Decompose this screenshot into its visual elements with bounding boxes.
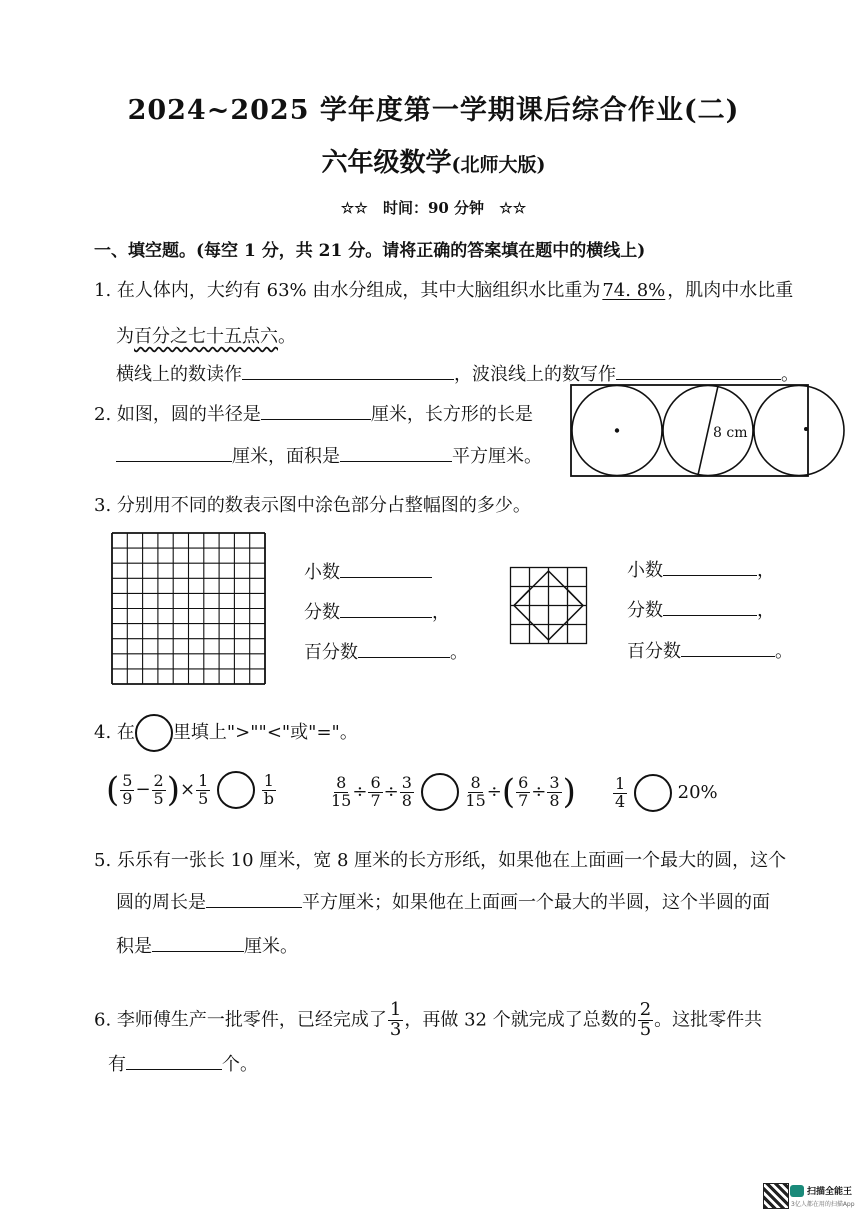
q1-line2 bbox=[116, 322, 296, 348]
fraction-denominator: 9 bbox=[122, 788, 133, 808]
fraction bbox=[196, 770, 210, 808]
q5-line3 bbox=[116, 932, 298, 958]
q1-read-blank[interactable] bbox=[242, 361, 454, 380]
q1-line3 bbox=[116, 360, 799, 386]
fraction-numerator: 8 bbox=[470, 772, 481, 792]
star-icon-right: ☆☆ bbox=[499, 199, 527, 217]
star-icon-left: ☆☆ bbox=[340, 199, 368, 217]
qr-code-icon bbox=[763, 1183, 789, 1209]
period: 。 bbox=[450, 642, 468, 663]
fraction bbox=[368, 772, 382, 810]
fraction bbox=[152, 770, 166, 808]
q1-read-label: 横线上的数读作 bbox=[116, 364, 242, 385]
fraction bbox=[547, 772, 561, 810]
fraction-numerator: 6 bbox=[370, 772, 381, 792]
q1-text-d: 。 bbox=[278, 326, 296, 347]
percent-value: 20% bbox=[677, 782, 718, 803]
q2-line1 bbox=[94, 400, 533, 426]
q2-radius-blank[interactable] bbox=[261, 401, 371, 420]
fraction-numerator: 2 bbox=[639, 999, 652, 1020]
q6-answer-blank[interactable] bbox=[126, 1051, 222, 1070]
page-subtitle bbox=[0, 142, 867, 179]
fraction-denominator: 3 bbox=[389, 1018, 402, 1040]
q5-unit-label: 厘米。 bbox=[244, 936, 298, 957]
q2-area-blank[interactable] bbox=[340, 443, 452, 462]
q4-expr2 bbox=[330, 772, 576, 812]
q4-text bbox=[94, 714, 358, 752]
q6-line1 bbox=[94, 1001, 762, 1040]
q3-left-decimal bbox=[304, 558, 432, 584]
paren-close: ) bbox=[166, 770, 180, 810]
q1-text-c: 为 bbox=[116, 326, 134, 347]
fraction-denominator: 7 bbox=[518, 790, 529, 810]
q5-line2 bbox=[116, 888, 770, 914]
q2-line2 bbox=[116, 442, 542, 468]
q5-area-label: 积是 bbox=[116, 936, 152, 957]
q6-text-a: 6. 李师傅生产一批零件，已经完成了 bbox=[94, 1009, 387, 1031]
q3-left-percent-blank[interactable] bbox=[358, 639, 450, 658]
q1-words: 百分之七十五点六 bbox=[134, 326, 278, 347]
q3-right-percent bbox=[627, 637, 793, 663]
q6-text-c: 。这批零件共 bbox=[654, 1009, 763, 1031]
circle-right bbox=[754, 386, 844, 476]
fraction-label: 分数 bbox=[304, 602, 340, 623]
fraction-numerator: 3 bbox=[549, 772, 560, 792]
page-title: 2024~2025 学年度第一学期课后综合作业(二) bbox=[127, 95, 740, 126]
q4-expr1 bbox=[106, 770, 277, 810]
fraction bbox=[388, 1001, 403, 1040]
fraction-numerator: 1 bbox=[263, 770, 274, 790]
fraction-numerator: 1 bbox=[198, 770, 209, 790]
fraction-numerator: 1 bbox=[389, 999, 402, 1020]
circles-rectangle-diagram bbox=[570, 384, 810, 478]
q5-text-b: 平方厘米；如果他在上面画一个最大的半圆，这个半圆的面 bbox=[302, 892, 770, 913]
q2-radius-label: 2. 如图，圆的半径是 bbox=[94, 404, 261, 425]
fraction bbox=[516, 772, 530, 810]
percent-label: 百分数 bbox=[627, 641, 681, 662]
fraction bbox=[262, 770, 276, 808]
subject-label: 六年级数学 bbox=[321, 148, 452, 178]
q1-write-blank[interactable] bbox=[616, 361, 781, 380]
q1-period: 。 bbox=[781, 364, 799, 385]
q4-expr3 bbox=[612, 774, 718, 812]
rectangle-outline bbox=[571, 385, 808, 476]
q1-number: 74. 8% bbox=[602, 280, 666, 301]
answer-circle-3[interactable] bbox=[634, 774, 672, 812]
fraction-denominator: b bbox=[263, 788, 274, 808]
q5-line1: 5. 乐乐有一张长 10 厘米，宽 8 厘米的长方形纸，如果他在上面画一个最大的圆，这个 bbox=[94, 850, 787, 871]
fraction-numerator: 2 bbox=[153, 770, 164, 790]
comma: ， bbox=[757, 560, 775, 581]
q3-right-decimal bbox=[627, 556, 775, 582]
q2-length-label: 厘米，长方形的长是 bbox=[370, 404, 533, 425]
fraction-label: 分数 bbox=[627, 600, 663, 621]
footer-subtext: 3亿人都在用的扫描App bbox=[791, 1201, 855, 1208]
divide-sign: ÷ bbox=[531, 781, 547, 802]
fraction-denominator: 15 bbox=[465, 790, 486, 810]
fraction-denominator: 4 bbox=[615, 791, 626, 811]
fraction-denominator: 5 bbox=[153, 788, 164, 808]
fraction-denominator: 15 bbox=[331, 790, 352, 810]
fraction bbox=[465, 772, 486, 810]
time-label: 时间：90 分钟 bbox=[382, 199, 485, 217]
answer-circle-1[interactable] bbox=[217, 771, 255, 809]
circle-center-dot bbox=[615, 428, 619, 432]
q3-left-decimal-blank[interactable] bbox=[340, 559, 432, 578]
fraction-denominator: 8 bbox=[549, 790, 560, 810]
time-line bbox=[0, 197, 867, 218]
fraction-numerator: 5 bbox=[122, 770, 133, 790]
q3-left-fraction bbox=[304, 598, 450, 624]
fraction-denominator: 7 bbox=[370, 790, 381, 810]
q3-right-fraction bbox=[627, 596, 775, 622]
q1-line1 bbox=[94, 276, 793, 302]
comma: ， bbox=[432, 602, 450, 623]
q6-text-d: 有 bbox=[108, 1054, 126, 1075]
fraction-numerator: 6 bbox=[518, 772, 529, 792]
q3-right-percent-blank[interactable] bbox=[681, 638, 775, 657]
fraction bbox=[331, 772, 352, 810]
q2-length-blank[interactable] bbox=[116, 443, 232, 462]
q4-text-b: 里填上">""<"或"="。 bbox=[172, 722, 358, 743]
hundred-grid-figure bbox=[112, 533, 266, 685]
fraction bbox=[613, 773, 627, 811]
q5-perimeter-blank[interactable] bbox=[206, 889, 302, 908]
diamond-grid-figure bbox=[510, 567, 588, 644]
answer-circle-2[interactable] bbox=[421, 773, 459, 811]
q5-perimeter-label: 圆的周长是 bbox=[116, 892, 206, 913]
q3-right-decimal-blank[interactable] bbox=[663, 557, 757, 576]
q5-area-blank[interactable] bbox=[152, 933, 244, 952]
q3-text: 3. 分别用不同的数表示图中涂色部分占整幅图的多少。 bbox=[94, 495, 531, 516]
fraction-numerator: 1 bbox=[615, 773, 626, 793]
q3-left-percent bbox=[304, 638, 468, 664]
edition-label: (北师大版) bbox=[451, 154, 546, 176]
scanner-logo-icon bbox=[790, 1185, 804, 1197]
q2-unit-label: 平方厘米。 bbox=[452, 446, 542, 467]
times-sign: × bbox=[180, 779, 196, 800]
fraction-denominator: 8 bbox=[401, 790, 412, 810]
fraction-numerator: 3 bbox=[401, 772, 412, 792]
q6-text-e: 个。 bbox=[222, 1054, 258, 1075]
q3-left-fraction-blank[interactable] bbox=[340, 599, 432, 618]
q6-line2 bbox=[108, 1050, 258, 1076]
section-heading: 一、填空题。(每空 1 分，共 21 分。请将正确的答案填在题中的横线上) bbox=[94, 241, 646, 261]
percent-label: 百分数 bbox=[304, 642, 358, 663]
period: 。 bbox=[775, 641, 793, 662]
q2-area-label: 厘米，面积是 bbox=[232, 446, 340, 467]
divide-sign: ÷ bbox=[352, 781, 368, 802]
comma: ， bbox=[757, 600, 775, 621]
fraction bbox=[638, 1001, 653, 1040]
q1-text-b: ，肌肉中水比重 bbox=[667, 280, 794, 301]
fraction-numerator: 8 bbox=[336, 772, 347, 792]
compare-circle-icon bbox=[135, 714, 173, 752]
fraction bbox=[120, 770, 134, 808]
q3-right-fraction-blank[interactable] bbox=[663, 597, 757, 616]
q4-text-a: 4. 在 bbox=[94, 722, 135, 743]
q1-text-a: 1. 在人体内，大约有 63% 由水分组成，其中大脑组织水比重为 bbox=[94, 280, 601, 301]
fraction-denominator: 5 bbox=[198, 788, 209, 808]
divide-sign: ÷ bbox=[486, 781, 502, 802]
divide-sign: ÷ bbox=[383, 781, 399, 802]
diameter-label: 8 cm bbox=[713, 425, 748, 441]
decimal-label: 小数 bbox=[627, 560, 663, 581]
paren-close: ) bbox=[562, 772, 576, 812]
paren-open: ( bbox=[106, 770, 120, 810]
fraction bbox=[400, 772, 414, 810]
minus-sign: − bbox=[135, 779, 151, 800]
decimal-label: 小数 bbox=[304, 562, 340, 583]
circle-center-dot-right bbox=[804, 427, 808, 431]
footer-brand: 扫描全能王 bbox=[807, 1187, 853, 1197]
q1-write-label: ，波浪线上的数写作 bbox=[454, 364, 616, 385]
q6-text-b: ，再做 32 个就完成了总数的 bbox=[404, 1009, 637, 1031]
paren-open: ( bbox=[501, 772, 516, 812]
fraction-denominator: 5 bbox=[639, 1018, 652, 1040]
